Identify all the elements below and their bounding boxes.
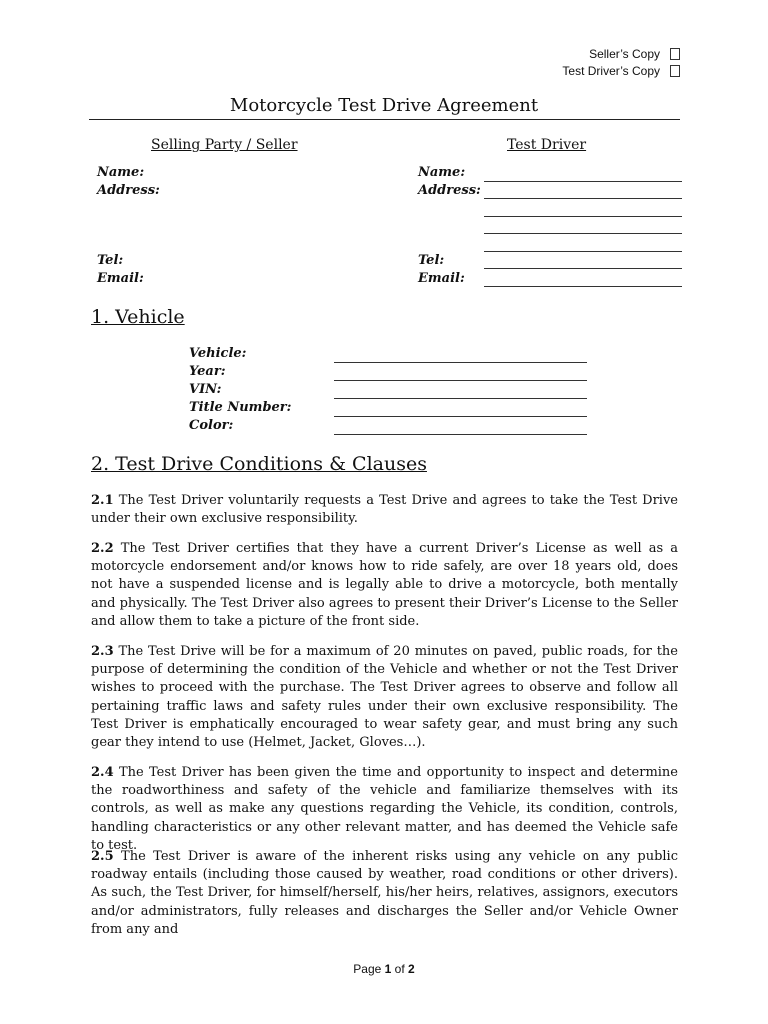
sellers-copy-label: Seller’s Copy [589,47,660,61]
test-drivers-copy-row [562,64,680,78]
driver-tel-line[interactable] [484,268,682,269]
test-drivers-copy-label: Test Driver’s Copy [562,64,660,78]
vin-line[interactable] [334,398,587,399]
clause-text: The Test Driver has been given the time and opportunity to inspect and determine the roadworthiness and safety of the vehicle and familiarize themselves with its controls, as well as make any questions regarding the Vehicle, its condition, controls, handling characteristics or any other relevant matter, and has deemed the Vehicle safe to test. [91,765,678,853]
sellers-copy-checkbox[interactable] [670,48,680,60]
year-line[interactable] [334,380,587,381]
driver-address-line-1[interactable] [484,198,682,199]
page-total: 2 [408,962,415,976]
driver-email-label: Email: [418,271,465,286]
driver-address-line-4[interactable] [484,251,682,252]
vehicle-line[interactable] [334,362,587,363]
test-drivers-copy-checkbox[interactable] [670,65,680,77]
clause-number: 2.2 [91,541,114,556]
driver-address-line-3[interactable] [484,233,682,234]
conditions-section-heading: 2. Test Drive Conditions & Clauses [91,453,427,475]
driver-name-line[interactable] [484,181,682,182]
color-line[interactable] [334,434,587,435]
driver-address-label: Address: [418,183,481,198]
clause-text: The Test Driver voluntarily requests a Test Drive and agrees to take the Test Drive under their own exclusive responsibility. [91,493,679,527]
driver-email-line[interactable] [484,286,682,287]
page-number: 1 [384,962,392,976]
title-number-line[interactable] [334,416,587,417]
clause-text: The Test Drive will be for a maximum of 20 minutes on paved, public roads, for the purpose of determining the condition of the Vehicle and whether or not the Test Driver wishes to proceed with the purchase. The Test Driver agrees to observe and follow all pertaining traffic laws and safety rules under their own exclusive responsibility. The Test Driver is emphatically encouraged to wear safety gear, and must bring any such gear they intend to use (Helmet, Jacket, Gloves…). [91,644,678,751]
document-title: Motorcycle Test Drive Agreement [229,95,539,116]
clause-text: The Test Driver certifies that they have a current Driver’s License as well as a motorcycle endorsement and/or knows how to ride safely, are over 18 years old, does not have a suspended license and is legally able to drive a motorcycle, both mentally and physically. The Test Driver also agrees to present their Driver’s License to the Seller and allow them to take a picture of the front side. [91,541,678,629]
of-word: of [394,962,405,976]
seller-email-label: Email: [97,271,144,286]
vehicle-label: Vehicle: [189,346,247,361]
page-footer [0,962,768,976]
clause-2-3 [91,643,678,752]
test-driver-heading: Test Driver [507,137,587,153]
seller-tel-label: Tel: [97,253,124,268]
title-number-label: Title Number: [189,400,292,415]
vehicle-section-heading: 1. Vehicle [91,306,185,328]
color-label: Color: [189,418,234,433]
title-divider [89,119,680,120]
clause-number: 2.4 [91,765,114,780]
seller-address-label: Address: [97,183,160,198]
seller-name-label: Name: [97,165,145,180]
seller-heading: Selling Party / Seller [151,137,298,153]
clause-2-4 [91,764,678,855]
driver-name-label: Name: [418,165,466,180]
clause-2-5 [91,848,678,939]
page-word: Page [353,962,382,976]
clause-number: 2.5 [91,849,114,864]
clause-number: 2.1 [91,493,114,508]
driver-address-line-2[interactable] [484,216,682,217]
year-label: Year: [189,364,226,379]
clause-2-1 [91,492,678,528]
clause-2-2 [91,540,678,631]
clause-number: 2.3 [91,644,114,659]
clause-text: The Test Driver is aware of the inherent risks using any vehicle on any public roadway entails (including those caused by weather, road conditions or other drivers). As such, the Test Driver, for himself/herself, his/her heirs, relatives, assignors, executors and/or administrators, fully releases and discharges the Seller and/or Vehicle Owner from any and [91,849,678,937]
driver-tel-label: Tel: [418,253,445,268]
vin-label: VIN: [189,382,222,397]
sellers-copy-row [589,47,680,61]
